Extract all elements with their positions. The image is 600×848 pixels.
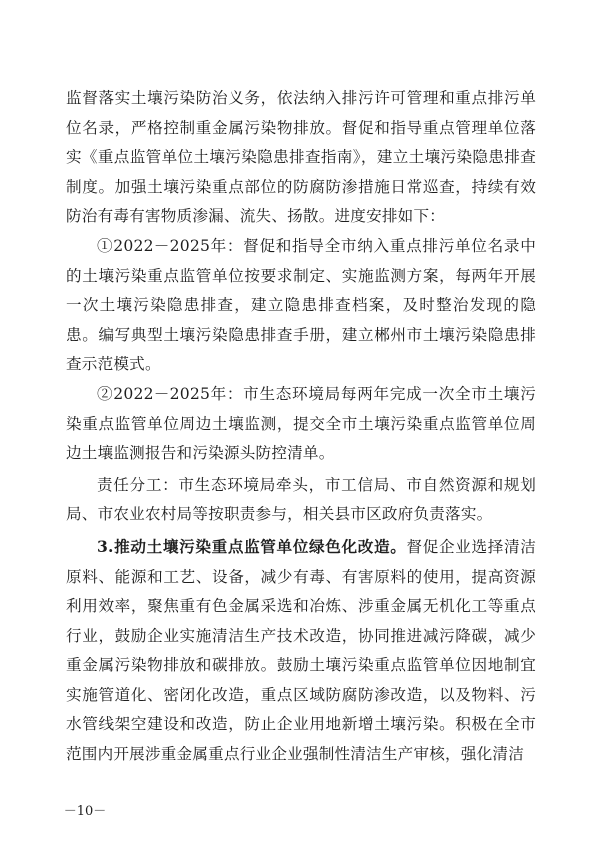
paragraph-5-text: 督促企业选择清洁原料、能源和工艺、设备，减少有毒、有害原料的使用，提高资源利用效率，聚焦重有色金属采选和冶炼、涉重金属无机化工等重点行业，鼓励企业实施清洁生产技术改造，协同推进减污降碳，减少重金属污染物排放和碳排放。鼓励土壤污染重点监管单位因地制宜实施管道化、密闭化改造，重点区域防腐防渗改造，以及物料、污水管线架空建设和改造，防止企业用地新增土壤污染。积极在全市范围内开展涉重金属重点行业企业强制性清洁生产审核，强化清洁 — [66, 537, 536, 764]
page-number: －10－ — [63, 804, 107, 819]
document-body — [66, 84, 536, 770]
paragraph-3: ②2022－2025年：市生态环境局每两年完成一次全市土壤污染重点监管单位周边土壤监测，提交全市土壤污染重点监管单位周边土壤监测报告和污染源头防控清单。 — [66, 384, 536, 463]
page-footer — [0, 800, 600, 819]
paragraph-5 — [66, 532, 536, 770]
paragraph-2: ①2022－2025年：督促和指导全市纳入重点排污单位名录中的土壤污染重点监管单位按要求制定、实施监测方案，每两年开展一次土壤污染隐患排查，建立隐患排查档案，及时整治发现的隐患。编写典型土壤污染隐患排查手册，建立郴州市土壤污染隐患排查示范模式。 — [66, 236, 536, 374]
section-heading: 3.推动土壤污染重点监管单位绿色化改造。 — [97, 536, 407, 556]
paragraph-1: 监督落实土壤污染防治义务，依法纳入排污许可管理和重点排污单位名录，严格控制重金属污染物排放。督促和指导重点管理单位落实《重点监管单位土壤污染隐患排查指南》，建立土壤污染隐患排查制度。加强土壤污染重点部位的防腐防渗措施日常巡查，持续有效防治有毒有害物质渗漏、流失、扬散。进度安排如下： — [66, 89, 536, 226]
paragraph-4: 责任分工：市生态环境局牵头，市工信局、市自然资源和规划局、市农业农村局等按职责参与，相关县市区政府负责落实。 — [66, 475, 536, 524]
